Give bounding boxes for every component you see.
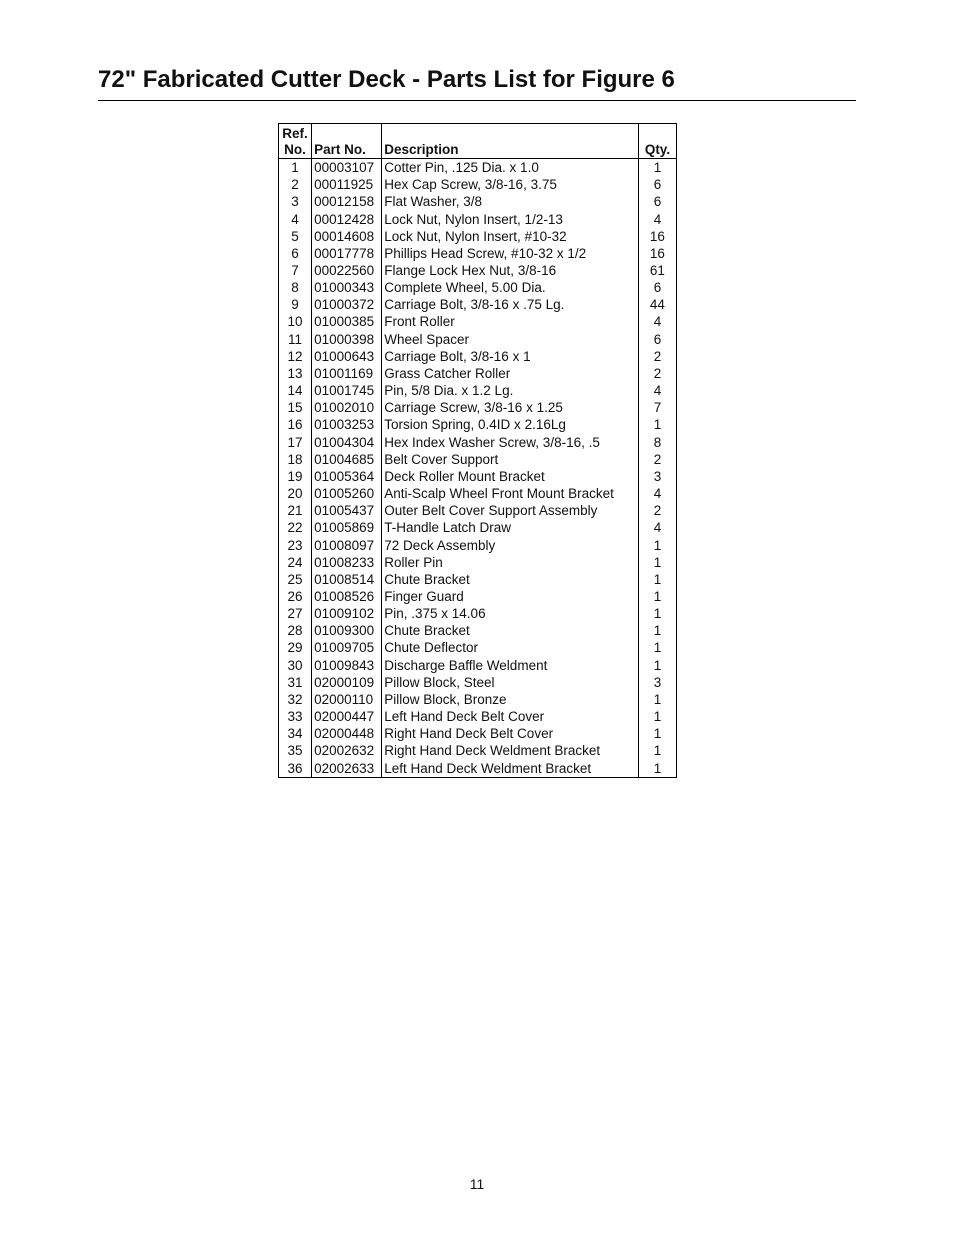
ref-cell: 32 bbox=[279, 691, 312, 708]
description-cell: Anti-Scalp Wheel Front Mount Bracket bbox=[382, 485, 639, 502]
description-cell: Front Roller bbox=[382, 313, 639, 330]
description-cell: Pin, 5/8 Dia. x 1.2 Lg. bbox=[382, 382, 639, 399]
ref-cell: 12 bbox=[279, 348, 312, 365]
qty-cell: 44 bbox=[638, 296, 676, 313]
qty-cell: 1 bbox=[638, 571, 676, 588]
table-row bbox=[279, 605, 677, 622]
table-row bbox=[279, 245, 677, 262]
header-ref-no: Ref. No. bbox=[279, 124, 312, 159]
table-row bbox=[279, 279, 677, 296]
description-cell: Hex Cap Screw, 3/8-16, 3.75 bbox=[382, 176, 639, 193]
ref-cell: 17 bbox=[279, 434, 312, 451]
qty-cell: 1 bbox=[638, 725, 676, 742]
part-number-cell: 01008526 bbox=[312, 588, 382, 605]
qty-cell: 1 bbox=[638, 588, 676, 605]
part-number-cell: 02002632 bbox=[312, 742, 382, 759]
description-cell: Wheel Spacer bbox=[382, 331, 639, 348]
part-number-cell: 01005869 bbox=[312, 519, 382, 536]
part-number-cell: 01000385 bbox=[312, 313, 382, 330]
table-row bbox=[279, 468, 677, 485]
qty-cell: 1 bbox=[638, 657, 676, 674]
qty-cell: 1 bbox=[638, 554, 676, 571]
title-rule bbox=[98, 100, 856, 101]
description-cell: Lock Nut, Nylon Insert, #10-32 bbox=[382, 228, 639, 245]
qty-cell: 6 bbox=[638, 176, 676, 193]
ref-cell: 19 bbox=[279, 468, 312, 485]
table-row bbox=[279, 519, 677, 536]
qty-cell: 2 bbox=[638, 348, 676, 365]
page-title-rest: - Parts List for Figure 6 bbox=[405, 66, 675, 93]
ref-cell: 6 bbox=[279, 245, 312, 262]
qty-cell: 2 bbox=[638, 451, 676, 468]
description-cell: T-Handle Latch Draw bbox=[382, 519, 639, 536]
table-row bbox=[279, 691, 677, 708]
parts-list-table bbox=[278, 123, 677, 778]
table-row bbox=[279, 210, 677, 227]
description-cell: Right Hand Deck Weldment Bracket bbox=[382, 742, 639, 759]
description-cell: Torsion Spring, 0.4ID x 2.16Lg bbox=[382, 416, 639, 433]
qty-cell: 7 bbox=[638, 399, 676, 416]
ref-cell: 21 bbox=[279, 502, 312, 519]
part-number-cell: 01008097 bbox=[312, 536, 382, 553]
description-cell: Belt Cover Support bbox=[382, 451, 639, 468]
part-number-cell: 01009843 bbox=[312, 657, 382, 674]
part-number-cell: 02002633 bbox=[312, 759, 382, 777]
description-cell: Cotter Pin, .125 Dia. x 1.0 bbox=[382, 159, 639, 177]
part-number-cell: 01008233 bbox=[312, 554, 382, 571]
ref-cell: 20 bbox=[279, 485, 312, 502]
table-row bbox=[279, 536, 677, 553]
table-row bbox=[279, 502, 677, 519]
table-row bbox=[279, 674, 677, 691]
ref-cell: 3 bbox=[279, 193, 312, 210]
ref-cell: 34 bbox=[279, 725, 312, 742]
table-row bbox=[279, 262, 677, 279]
table-row bbox=[279, 348, 677, 365]
ref-cell: 29 bbox=[279, 639, 312, 656]
part-number-cell: 02000448 bbox=[312, 725, 382, 742]
description-cell: Chute Bracket bbox=[382, 622, 639, 639]
description-cell: Right Hand Deck Belt Cover bbox=[382, 725, 639, 742]
qty-cell: 6 bbox=[638, 331, 676, 348]
qty-cell: 1 bbox=[638, 622, 676, 639]
qty-cell: 4 bbox=[638, 485, 676, 502]
table-body bbox=[279, 159, 677, 778]
ref-cell: 22 bbox=[279, 519, 312, 536]
ref-cell: 18 bbox=[279, 451, 312, 468]
table-row bbox=[279, 485, 677, 502]
description-cell: Left Hand Deck Weldment Bracket bbox=[382, 759, 639, 777]
description-cell: Carriage Bolt, 3/8-16 x .75 Lg. bbox=[382, 296, 639, 313]
qty-cell: 1 bbox=[638, 159, 676, 177]
header-description: Description bbox=[382, 124, 639, 159]
page-title bbox=[98, 64, 856, 96]
table-header-row bbox=[279, 124, 677, 159]
part-number-cell: 00017778 bbox=[312, 245, 382, 262]
qty-cell: 61 bbox=[638, 262, 676, 279]
ref-cell: 7 bbox=[279, 262, 312, 279]
description-cell: Finger Guard bbox=[382, 588, 639, 605]
description-cell: Pillow Block, Bronze bbox=[382, 691, 639, 708]
description-cell: Flange Lock Hex Nut, 3/8-16 bbox=[382, 262, 639, 279]
ref-cell: 4 bbox=[279, 210, 312, 227]
description-cell: Carriage Bolt, 3/8-16 x 1 bbox=[382, 348, 639, 365]
ref-cell: 28 bbox=[279, 622, 312, 639]
description-cell: 72 Deck Assembly bbox=[382, 536, 639, 553]
table-row bbox=[279, 193, 677, 210]
part-number-cell: 00022560 bbox=[312, 262, 382, 279]
description-cell: Carriage Screw, 3/8-16 x 1.25 bbox=[382, 399, 639, 416]
ref-cell: 15 bbox=[279, 399, 312, 416]
part-number-cell: 02000447 bbox=[312, 708, 382, 725]
ref-cell: 26 bbox=[279, 588, 312, 605]
description-cell: Outer Belt Cover Support Assembly bbox=[382, 502, 639, 519]
ref-cell: 30 bbox=[279, 657, 312, 674]
qty-cell: 4 bbox=[638, 210, 676, 227]
description-cell: Phillips Head Screw, #10-32 x 1/2 bbox=[382, 245, 639, 262]
description-cell: Pillow Block, Steel bbox=[382, 674, 639, 691]
header-qty: Qty. bbox=[638, 124, 676, 159]
part-number-cell: 00012158 bbox=[312, 193, 382, 210]
table-row bbox=[279, 622, 677, 639]
table-row bbox=[279, 416, 677, 433]
part-number-cell: 01000343 bbox=[312, 279, 382, 296]
part-number-cell: 01009102 bbox=[312, 605, 382, 622]
part-number-cell: 00014608 bbox=[312, 228, 382, 245]
table-row bbox=[279, 228, 677, 245]
ref-cell: 24 bbox=[279, 554, 312, 571]
ref-cell: 14 bbox=[279, 382, 312, 399]
ref-cell: 13 bbox=[279, 365, 312, 382]
ref-cell: 5 bbox=[279, 228, 312, 245]
description-cell: Roller Pin bbox=[382, 554, 639, 571]
table-row bbox=[279, 571, 677, 588]
part-number-cell: 01005437 bbox=[312, 502, 382, 519]
part-number-cell: 01004685 bbox=[312, 451, 382, 468]
part-number-cell: 02000110 bbox=[312, 691, 382, 708]
qty-cell: 4 bbox=[638, 519, 676, 536]
table-row bbox=[279, 365, 677, 382]
ref-cell: 8 bbox=[279, 279, 312, 296]
table-row bbox=[279, 725, 677, 742]
table-row bbox=[279, 708, 677, 725]
part-number-cell: 01009705 bbox=[312, 639, 382, 656]
qty-cell: 1 bbox=[638, 759, 676, 777]
table-row bbox=[279, 742, 677, 759]
qty-cell: 3 bbox=[638, 674, 676, 691]
description-cell: Flat Washer, 3/8 bbox=[382, 193, 639, 210]
table-row bbox=[279, 382, 677, 399]
qty-cell: 2 bbox=[638, 502, 676, 519]
part-number-cell: 02000109 bbox=[312, 674, 382, 691]
description-cell: Chute Deflector bbox=[382, 639, 639, 656]
ref-cell: 31 bbox=[279, 674, 312, 691]
qty-cell: 1 bbox=[638, 536, 676, 553]
part-number-cell: 01003253 bbox=[312, 416, 382, 433]
table-row bbox=[279, 657, 677, 674]
ref-cell: 10 bbox=[279, 313, 312, 330]
qty-cell: 3 bbox=[638, 468, 676, 485]
ref-cell: 23 bbox=[279, 536, 312, 553]
part-number-cell: 01002010 bbox=[312, 399, 382, 416]
part-number-cell: 01005260 bbox=[312, 485, 382, 502]
table-row bbox=[279, 554, 677, 571]
ref-cell: 1 bbox=[279, 159, 312, 177]
description-cell: Hex Index Washer Screw, 3/8-16, .5 bbox=[382, 434, 639, 451]
table-row bbox=[279, 759, 677, 777]
part-number-cell: 00012428 bbox=[312, 210, 382, 227]
part-number-cell: 01009300 bbox=[312, 622, 382, 639]
description-cell: Chute Bracket bbox=[382, 571, 639, 588]
ref-cell: 33 bbox=[279, 708, 312, 725]
qty-cell: 16 bbox=[638, 228, 676, 245]
description-cell: Left Hand Deck Belt Cover bbox=[382, 708, 639, 725]
qty-cell: 1 bbox=[638, 639, 676, 656]
ref-cell: 2 bbox=[279, 176, 312, 193]
header-part-no: Part No. bbox=[312, 124, 382, 159]
part-number-cell: 01001745 bbox=[312, 382, 382, 399]
table-row bbox=[279, 176, 677, 193]
part-number-cell: 00003107 bbox=[312, 159, 382, 177]
ref-cell: 27 bbox=[279, 605, 312, 622]
description-cell: Lock Nut, Nylon Insert, 1/2-13 bbox=[382, 210, 639, 227]
qty-cell: 4 bbox=[638, 313, 676, 330]
description-cell: Deck Roller Mount Bracket bbox=[382, 468, 639, 485]
part-number-cell: 01008514 bbox=[312, 571, 382, 588]
table-row bbox=[279, 434, 677, 451]
page-title-bold: 72" Fabricated Cutter Deck bbox=[98, 66, 406, 93]
description-cell: Grass Catcher Roller bbox=[382, 365, 639, 382]
part-number-cell: 01000398 bbox=[312, 331, 382, 348]
qty-cell: 6 bbox=[638, 193, 676, 210]
qty-cell: 1 bbox=[638, 691, 676, 708]
table-row bbox=[279, 451, 677, 468]
table-row bbox=[279, 296, 677, 313]
qty-cell: 2 bbox=[638, 365, 676, 382]
qty-cell: 6 bbox=[638, 279, 676, 296]
table-row bbox=[279, 639, 677, 656]
qty-cell: 1 bbox=[638, 742, 676, 759]
part-number-cell: 01000372 bbox=[312, 296, 382, 313]
part-number-cell: 01004304 bbox=[312, 434, 382, 451]
ref-cell: 36 bbox=[279, 759, 312, 777]
ref-cell: 11 bbox=[279, 331, 312, 348]
table-row bbox=[279, 588, 677, 605]
qty-cell: 1 bbox=[638, 416, 676, 433]
part-number-cell: 00011925 bbox=[312, 176, 382, 193]
part-number-cell: 01000643 bbox=[312, 348, 382, 365]
table-row bbox=[279, 399, 677, 416]
description-cell: Complete Wheel, 5.00 Dia. bbox=[382, 279, 639, 296]
ref-cell: 35 bbox=[279, 742, 312, 759]
ref-cell: 16 bbox=[279, 416, 312, 433]
table-row bbox=[279, 313, 677, 330]
description-cell: Pin, .375 x 14.06 bbox=[382, 605, 639, 622]
qty-cell: 1 bbox=[638, 708, 676, 725]
qty-cell: 8 bbox=[638, 434, 676, 451]
qty-cell: 1 bbox=[638, 605, 676, 622]
ref-cell: 25 bbox=[279, 571, 312, 588]
description-cell: Discharge Baffle Weldment bbox=[382, 657, 639, 674]
page-number: 11 bbox=[469, 1176, 485, 1192]
part-number-cell: 01001169 bbox=[312, 365, 382, 382]
qty-cell: 4 bbox=[638, 382, 676, 399]
table-row bbox=[279, 159, 677, 177]
part-number-cell: 01005364 bbox=[312, 468, 382, 485]
table-row bbox=[279, 331, 677, 348]
qty-cell: 16 bbox=[638, 245, 676, 262]
ref-cell: 9 bbox=[279, 296, 312, 313]
